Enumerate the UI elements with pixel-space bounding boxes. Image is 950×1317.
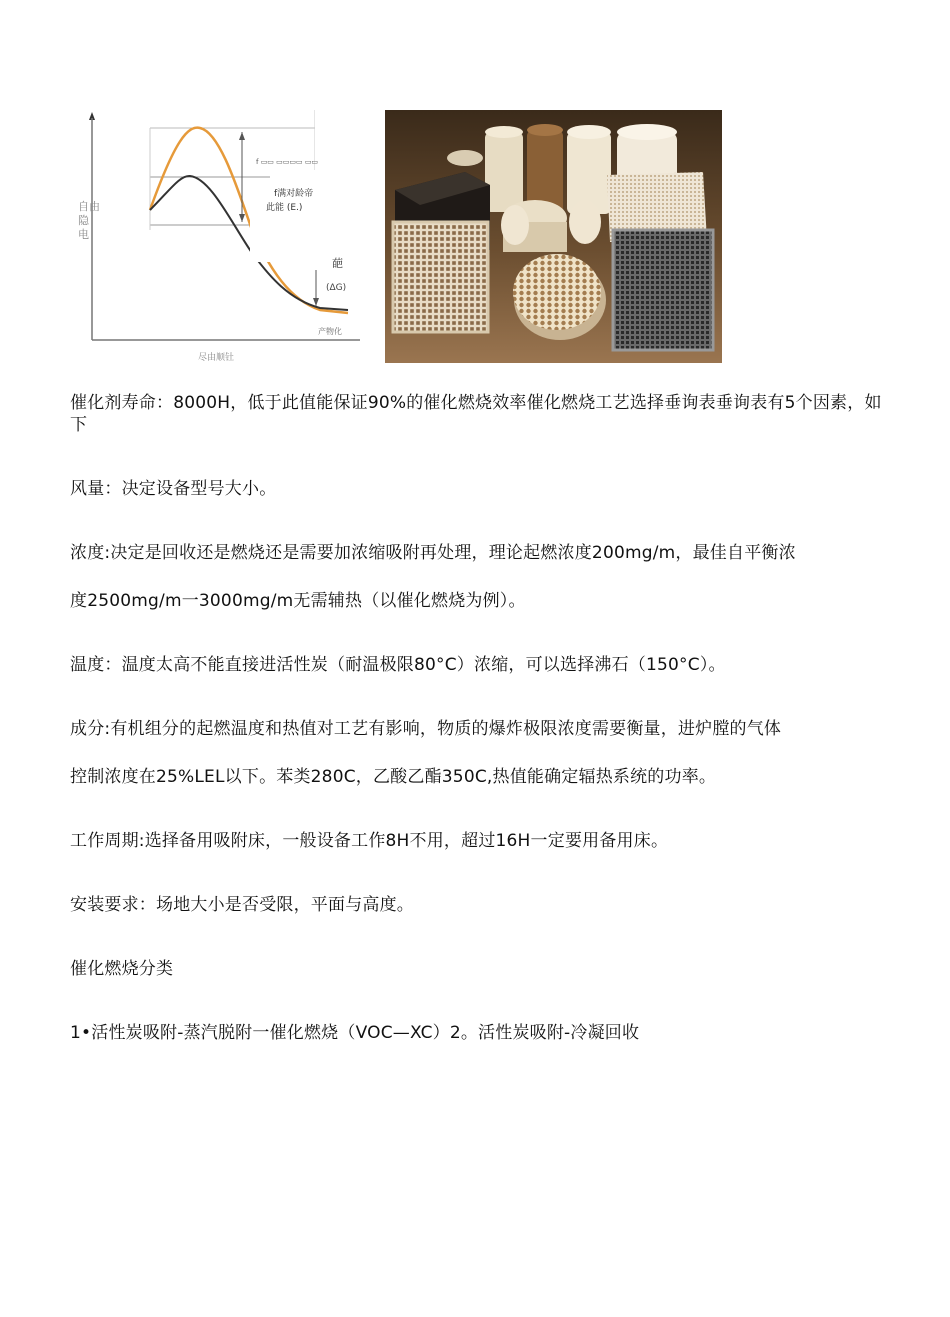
y-axis-label-line2: 隐 xyxy=(78,214,89,227)
annotation-delta-label: 葩 xyxy=(332,257,343,270)
paragraph-temperature: 温度：温度太高不能直接进活性炭（耐温极限80°C）浓缩，可以选择沸石（150°C）。 xyxy=(70,655,726,675)
paragraph-composition-2: 控制浓度在25%LEL以下。苯类280C，乙酸乙酯350C,热值能确定辐热系统的功率。 xyxy=(70,767,717,787)
paragraph-installation: 安装要求：场地大小是否受限，平面与高度。 xyxy=(70,895,414,915)
cylinder-1 xyxy=(485,132,523,212)
paragraph-concentration-2: 度2500mg/m一3000mg/m无需辅热（以催化燃烧为例）。 xyxy=(70,591,526,611)
paragraph-concentration-1: 浓度:决定是回收还是燃烧还是需要加浓缩吸附再处理，理论起燃浓度200mg/m，最佳自平衡浓 xyxy=(70,543,796,563)
paragraph-work-cycle: 工作周期:选择备用吸附床，一般设备工作8H不用，超过16H一定要用备用床。 xyxy=(70,831,669,851)
heading-catalytic-combustion-types: 催化燃烧分类 xyxy=(70,959,174,979)
y-axis-label-line1: 自由 xyxy=(78,200,100,213)
paragraph-catalyst-life: 催化剂寿命：8000H，低于此值能保证90%的催化燃烧效率催化燃烧工艺选择垂询表垂询表有5个因素，如下 xyxy=(70,393,882,435)
paragraph-composition-1: 成分:有机组分的起燃温度和热值对工艺有影响，物质的爆炸极限浓度需要衡量，进炉膛的气体 xyxy=(70,719,782,739)
annotation-activation-line2: 此能 (E.) xyxy=(266,203,303,213)
honeycomb-catalyst-photo xyxy=(385,110,722,363)
y-axis-label-line3: 电 xyxy=(78,228,89,241)
paragraph-types-list: 1•活性炭吸附-蒸汽脱附一催化燃烧（VOC—XC）2。活性炭吸附-冷凝回收 xyxy=(70,1023,640,1043)
annotation-delta: (ΔG) xyxy=(326,283,347,293)
corner-label: 产物化 xyxy=(318,327,342,336)
annotation-activation-line1: f满对龄帝 xyxy=(274,189,314,199)
honeycomb-block-left xyxy=(393,222,488,332)
x-axis-label: 尽由顺钍 xyxy=(198,353,235,362)
activation-energy-diagram xyxy=(70,110,368,362)
annotation-top: f ▭▭ ▭▭▭▭ ▭▭ xyxy=(256,158,319,166)
honeycomb-cube-gray xyxy=(613,230,713,350)
honeycomb-disk xyxy=(513,254,601,330)
paragraph-airflow: 风量：决定设备型号大小。 xyxy=(70,479,277,499)
